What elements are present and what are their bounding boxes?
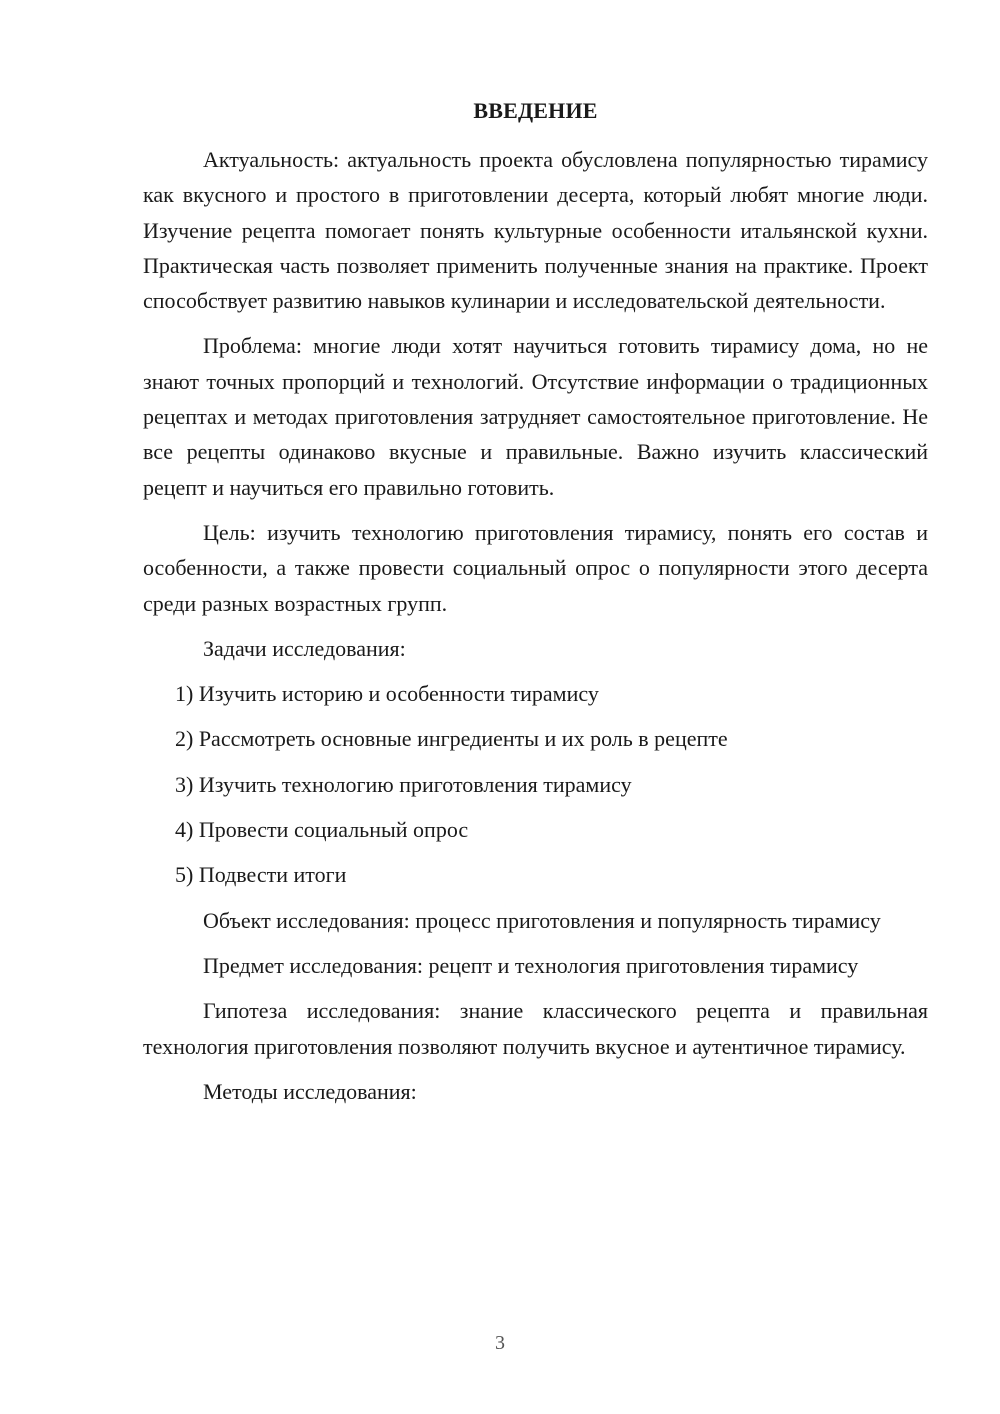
paragraph-actuality: Актуальность: актуальность проекта обусловлена популярностью тирамису как вкусного и простого в приготовлении десерта, который любят многие люди. Изучение рецепта помогает понять культурные особенности итальянской кухни. Практическая часть позволяет применить полученные знания на практике. Проект способствует развитию навыков кулинарии и исследовательской деятельности. (143, 147, 928, 314)
list-item: 3) Изучить технологию приготовления тирамису (175, 771, 632, 797)
paragraph-subject: Предмет исследования: рецепт и технология приготовления тирамису (203, 952, 859, 978)
list-item: 4) Провести социальный опрос (175, 817, 469, 843)
tasks-list (143, 676, 928, 892)
list-item: 1) Изучить историю и особенности тирамису (175, 681, 599, 707)
list-item: 2) Рассмотреть основные ингредиенты и их роль в рецепте (175, 726, 728, 752)
list-item: 5) Подвести итоги (175, 862, 347, 888)
tasks-heading: Задачи исследования: (203, 635, 406, 661)
paragraph-goal: Цель: изучить технологию приготовления тирамису, понять его состав и особенности, а также провести социальный опрос о популярности этого десерта среди разных возрастных групп. (143, 519, 928, 616)
methods-heading: Методы исследования: (203, 1078, 417, 1104)
page-number: 3 (495, 1332, 505, 1354)
paragraph-object: Объект исследования: процесс приготовления и популярность тирамису (203, 907, 881, 933)
document-page (143, 94, 928, 1109)
paragraph-problem: Проблема: многие люди хотят научиться готовить тирамису дома, но не знают точных пропорций и технологий. Отсутствие информации о традиционных рецептах и методах приготовления затрудняет самостоятельное приготовление. Не все рецепты одинаково вкусные и правильные. Важно изучить классический рецепт и научиться его правильно готовить. (143, 333, 928, 500)
document-title: ВВЕДЕНИЕ (473, 98, 598, 123)
paragraph-hypothesis: Гипотеза исследования: знание классического рецепта и правильная технология приготовления позволяют получить вкусное и аутентичное тирамису. (143, 998, 928, 1059)
